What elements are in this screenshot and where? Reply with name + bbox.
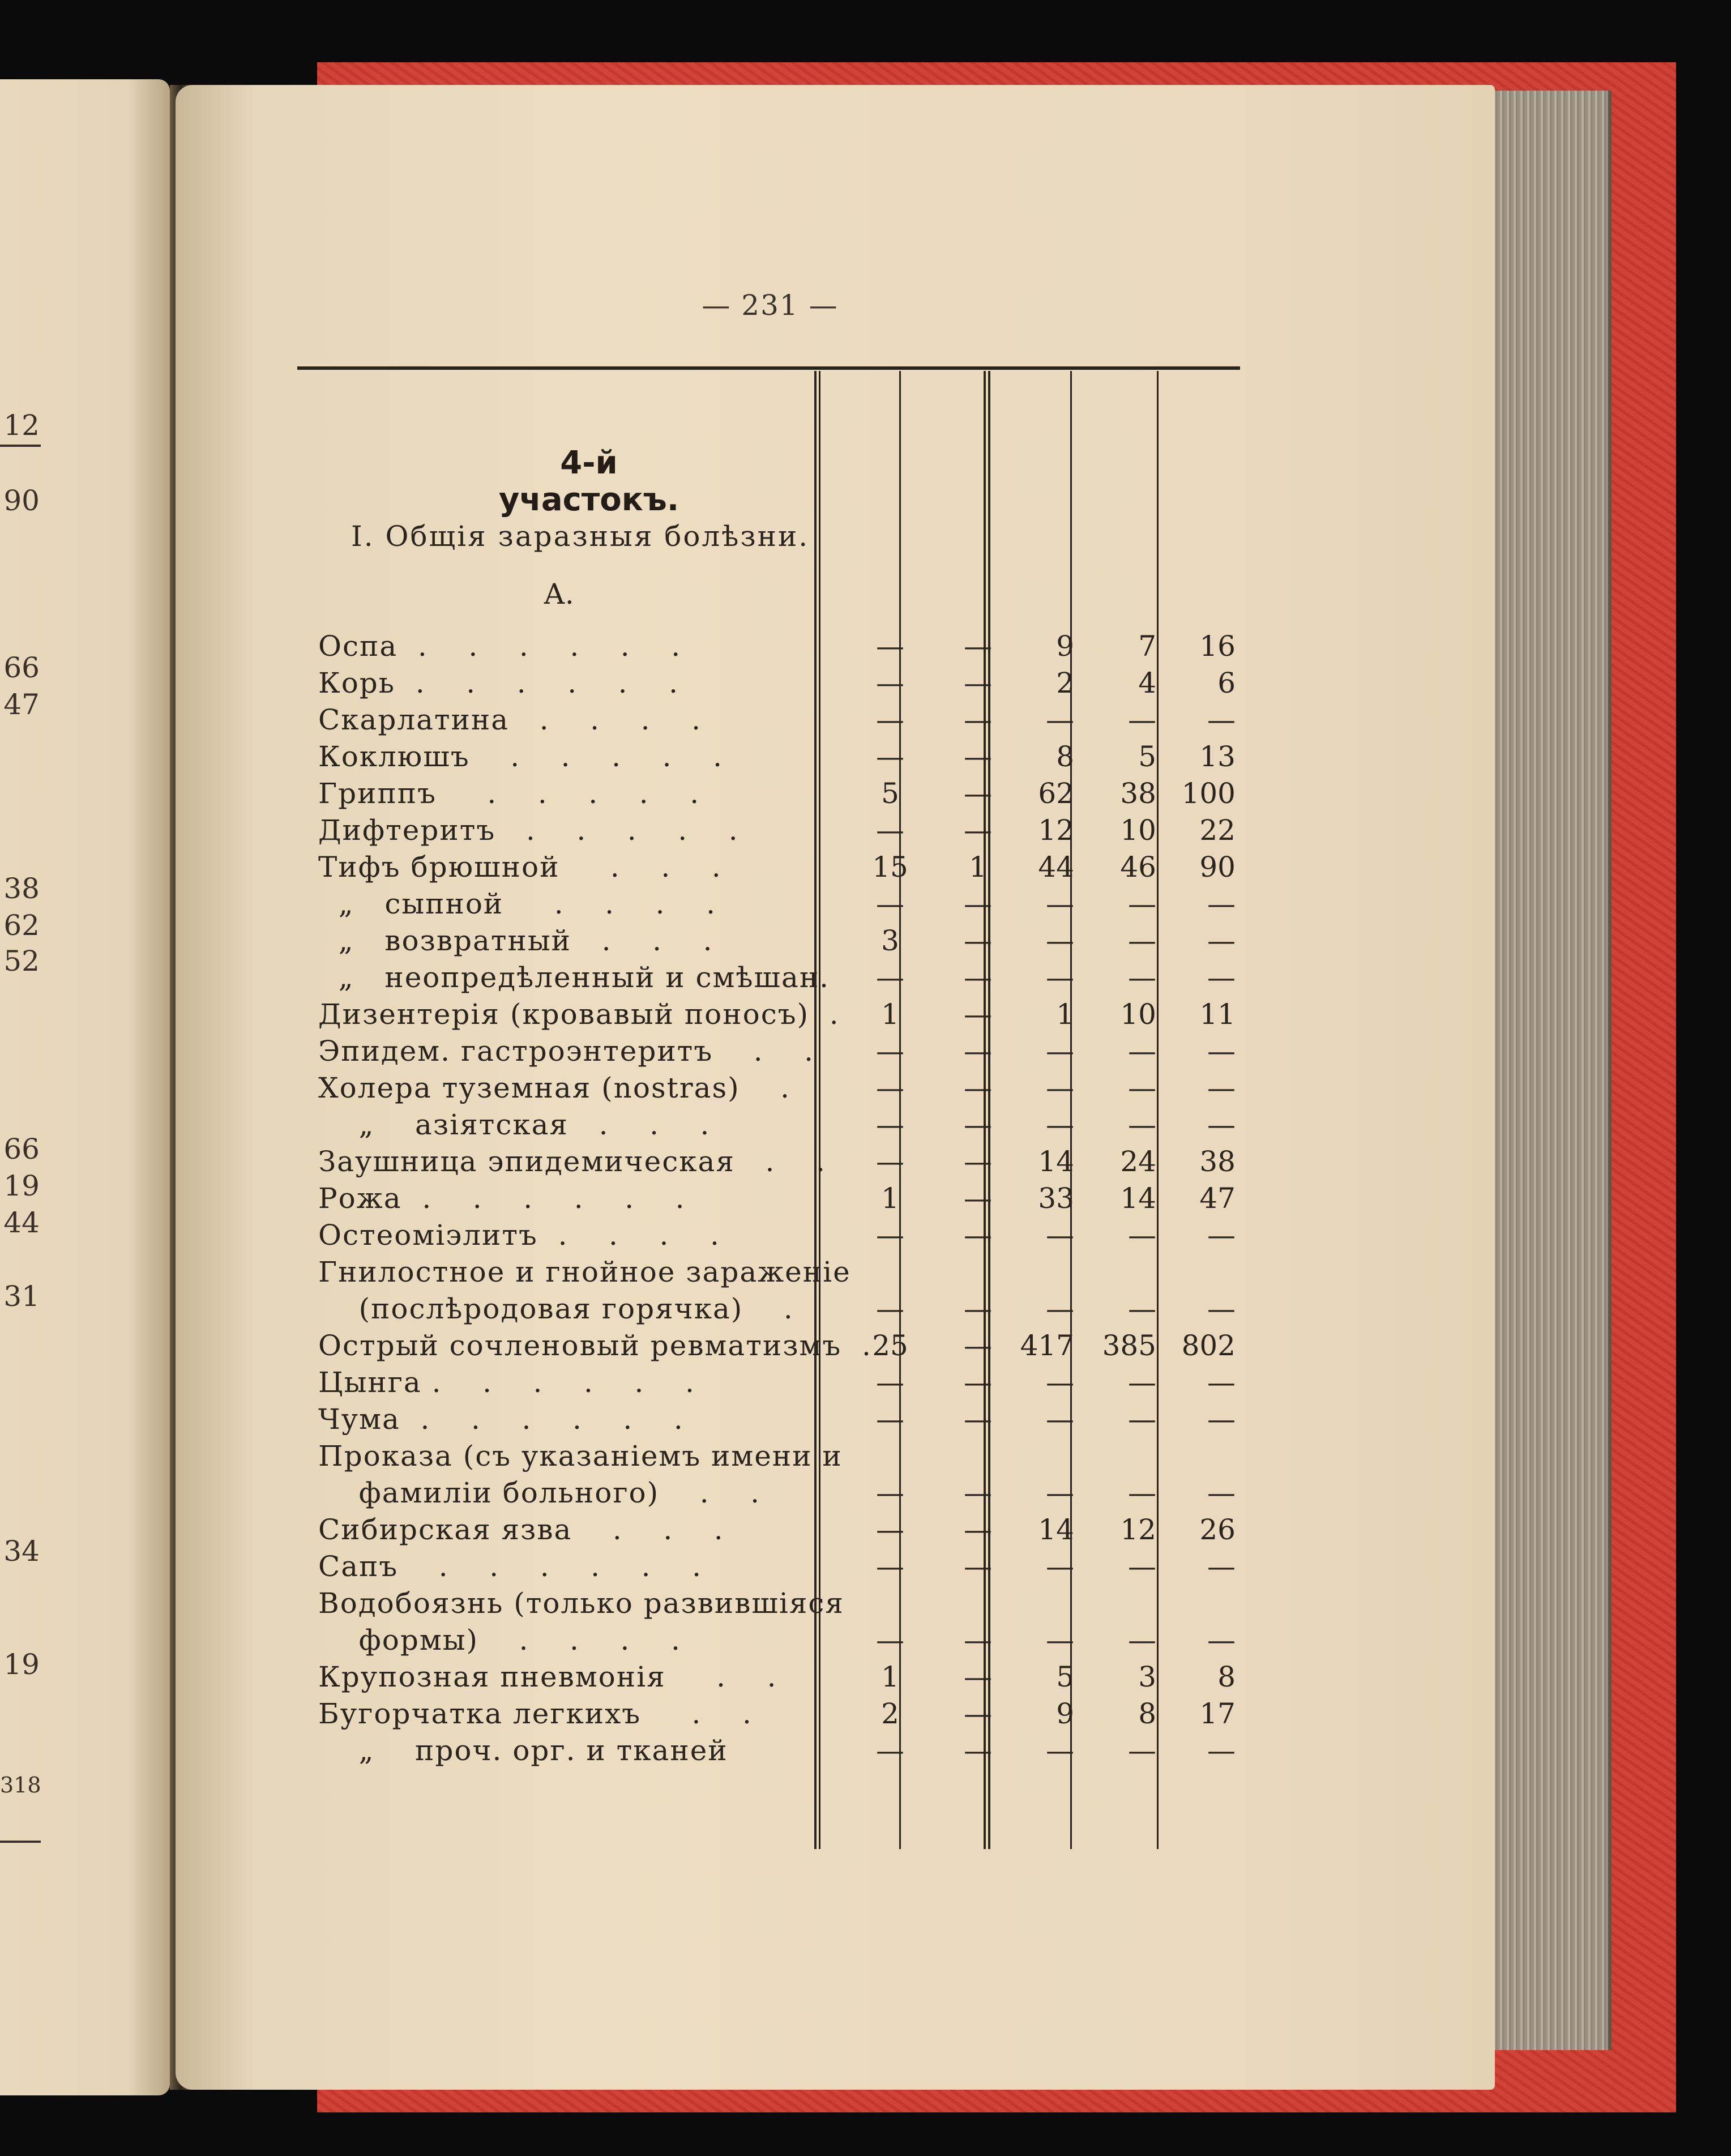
table-cell-c3: — [1046,924,1074,957]
disease-name: Заушница эпидемическая . . [318,1145,826,1178]
table-cell-c1: — [876,1550,904,1583]
disease-name: „ проч. орг. и тканей [318,1734,728,1767]
table-row [318,924,1247,960]
page-edges [1484,91,1612,2050]
table-row [318,1476,1247,1513]
table-row [318,1292,1247,1329]
table-cell-c1: 15 [872,851,908,883]
table-cell-c2: — [964,1550,992,1583]
disease-name: Острый сочленовый ревматизмъ . [318,1329,872,1362]
table-row [318,740,1247,776]
table-cell-c1: 1 [881,998,899,1031]
table-cell-c4: — [1128,703,1156,736]
page-number: — 231 — [702,289,839,322]
table-cell-c1: — [876,667,904,699]
table-cell-c5: — [1207,1108,1236,1141]
table-cell-c4: — [1128,1366,1156,1399]
table-row [318,1624,1247,1660]
table-cell-c5: 22 [1199,814,1236,847]
table-top-rule [297,366,1240,370]
table-cell-c5: 16 [1199,630,1236,663]
left-page-number: 47 [3,688,40,721]
table-row [318,1403,1247,1439]
table-cell-c5: 90 [1199,851,1236,883]
table-cell-c5: 17 [1199,1697,1236,1730]
table-cell-c5: 11 [1199,998,1236,1031]
table-cell-c3: — [1046,961,1074,994]
table-cell-c1: 3 [881,924,899,957]
disease-name: „ сыпной . . . . [318,887,717,920]
table-cell-c1: 1 [881,1660,899,1693]
disease-name: Дифтеритъ . . . . . [318,814,739,847]
table-row [318,703,1247,740]
table-cell-c5: — [1207,1734,1236,1767]
table-cell-c2: — [964,1513,992,1546]
table-cell-c5: — [1207,1476,1236,1509]
table-cell-c2: — [964,1035,992,1068]
table-cell-c2: — [964,630,992,663]
table-row [318,961,1247,997]
table-cell-c1: — [876,1403,904,1436]
table-cell-c4: — [1128,1476,1156,1509]
table-cell-c4: 3 [1138,1660,1156,1693]
disease-name: Тифъ брюшной . . . [318,851,722,883]
table-cell-c1: 1 [881,1182,899,1215]
table-cell-c3: 33 [1038,1182,1074,1215]
disease-name: Холера туземная (nostras) . [318,1071,791,1104]
table-row [318,998,1247,1034]
table-cell-c3: — [1046,887,1074,920]
table-cell-c1: — [876,630,904,663]
table-cell-c4: 12 [1120,1513,1156,1546]
disease-name: Оспа . . . . . . [318,630,682,663]
disease-name: Рожа . . . . . . [318,1182,686,1215]
table-cell-c4: 4 [1138,667,1156,699]
table-cell-c4: — [1128,1035,1156,1068]
table-cell-c1: — [876,1476,904,1509]
table-cell-c4: 8 [1138,1697,1156,1730]
table-cell-c2: — [964,1219,992,1252]
table-row [318,1219,1247,1255]
table-cell-c2: — [964,1660,992,1693]
table-cell-c3: 5 [1056,1660,1074,1693]
table-cell-c5: 100 [1181,777,1236,810]
table-cell-c3: — [1046,1476,1074,1509]
table-row [318,1108,1247,1145]
left-page-number: 90 [3,484,40,517]
table-row [318,1035,1247,1071]
table-cell-c4: — [1128,1219,1156,1252]
disease-name: Корь . . . . . . [318,667,679,699]
table-row [318,667,1247,703]
table-cell-c3: — [1046,1219,1074,1252]
table-cell-c2: — [964,1403,992,1436]
table-cell-c1: — [876,1035,904,1068]
disease-name: „ азiятская . . . [318,1108,711,1141]
disease-name: „ неопредѣленный и смѣшан. [318,961,830,994]
table-cell-c1: — [876,740,904,773]
table-cell-c4: 46 [1120,851,1156,883]
table-row [318,1587,1247,1623]
table-cell-c4: — [1128,1108,1156,1141]
table-cell-c5: 6 [1217,667,1236,699]
table-cell-c4: — [1128,1071,1156,1104]
table-cell-c2: — [964,998,992,1031]
table-cell-c5: — [1207,703,1236,736]
table-row [318,1182,1247,1218]
left-page-number: 12 [3,409,40,442]
table-cell-c4: — [1128,1292,1156,1325]
table-cell-c4: — [1128,924,1156,957]
disease-name: Дизентерiя (кровавый поносъ) . [318,998,840,1031]
disease-name: фамилiи больного) . . [318,1476,761,1509]
table-cell-c1: 2 [881,1697,899,1730]
table-cell-c4: — [1128,1403,1156,1436]
table-cell-c2: — [964,1108,992,1141]
table-cell-c2: — [964,1182,992,1215]
table-row [318,1660,1247,1697]
table-cell-c2: — [964,703,992,736]
disease-name: (послѣродовая горячка) . [318,1292,794,1325]
table-cell-c5: — [1207,1219,1236,1252]
disease-name: Гриппъ . . . . . [318,777,700,810]
table-cell-c2: — [964,1697,992,1730]
table-cell-c1: — [876,1219,904,1252]
table-cell-c4: — [1128,1734,1156,1767]
table-cell-c4: 24 [1120,1145,1156,1178]
left-page-number: 38 [3,872,40,905]
table-cell-c3: — [1046,1035,1074,1068]
disease-name: Коклюшъ . . . . . [318,740,723,773]
table-row [318,1145,1247,1181]
table-cell-c3: — [1046,703,1074,736]
table-cell-c1: — [876,1734,904,1767]
table-cell-c3: — [1046,1734,1074,1767]
table-cell-c5: — [1207,1366,1236,1399]
disease-name: Эпидем. гастроэнтеритъ . . [318,1035,815,1068]
disease-name: Проказа (съ указанiемъ имени и [318,1440,843,1472]
table-row [318,1513,1247,1549]
disease-name: Бугорчатка легкихъ . . [318,1697,753,1730]
table-cell-c2: — [964,1292,992,1325]
section-title: 4-й участокъ. [498,445,679,518]
table-cell-c3: — [1046,1366,1074,1399]
table-cell-c3: 62 [1038,777,1074,810]
table-cell-c2: — [964,777,992,810]
table-cell-c5: — [1207,924,1236,957]
table-cell-c1: — [876,1108,904,1141]
left-page-number: 19 [3,1648,40,1681]
table-cell-c3: — [1046,1071,1074,1104]
table-cell-c3: — [1046,1403,1074,1436]
left-page-number: 318 [0,1773,41,1798]
table-cell-c5: — [1207,1550,1236,1583]
table-cell-c2: — [964,924,992,957]
left-page-number: 19 [3,1169,40,1202]
table-cell-c1: — [876,814,904,847]
table-cell-c3: 44 [1038,851,1074,883]
table-cell-c2: — [964,961,992,994]
table-cell-c1: — [876,1366,904,1399]
left-page-number: 52 [3,945,40,977]
table-cell-c3: 8 [1056,740,1074,773]
disease-name: Водобоязнь (только развившiяся [318,1587,844,1620]
table-cell-c3: — [1046,1624,1074,1657]
table-cell-c5: 38 [1199,1145,1236,1178]
table-cell-c5: 13 [1199,740,1236,773]
disease-name: Сибирская язва . . . [318,1513,724,1546]
table-cell-c3: 14 [1038,1513,1074,1546]
table-cell-c2: — [964,740,992,773]
table-cell-c3: — [1046,1550,1074,1583]
table-cell-c2: — [964,1624,992,1657]
table-cell-c4: — [1128,887,1156,920]
table-row [318,1256,1247,1292]
table-cell-c2: 1 [969,851,987,883]
table-cell-c1: 25 [872,1329,908,1362]
table-cell-c4: 10 [1120,998,1156,1031]
table-cell-c1: — [876,1071,904,1104]
table-cell-c5: 802 [1181,1329,1236,1362]
table-cell-c1: 5 [881,777,899,810]
table-cell-c5: 8 [1217,1660,1236,1693]
table-cell-c2: — [964,887,992,920]
table-row [318,777,1247,813]
table-cell-c1: — [876,1292,904,1325]
left-page-number: 34 [3,1535,40,1568]
table-cell-c1: — [876,1513,904,1546]
table-cell-c5: — [1207,1035,1236,1068]
table-cell-c5: — [1207,1071,1236,1104]
table-row [318,1440,1247,1476]
table-cell-c3: — [1046,1108,1074,1141]
table-cell-c3: 2 [1056,667,1074,699]
disease-name: формы) . . . . [318,1624,681,1657]
table-cell-c4: 7 [1138,630,1156,663]
table-cell-c5: — [1207,1292,1236,1325]
table-cell-c2: — [964,1476,992,1509]
left-page-number: 62 [3,909,40,942]
disease-name: Цынга . . . . . . [318,1366,695,1399]
table-cell-c2: — [964,1734,992,1767]
table-cell-c3: 417 [1020,1329,1074,1362]
table-cell-c2: — [964,1145,992,1178]
table-cell-c1: — [876,887,904,920]
table-cell-c3: — [1046,1292,1074,1325]
table-cell-c4: 38 [1120,777,1156,810]
table-cell-c4: — [1128,1550,1156,1583]
table-cell-c4: — [1128,1624,1156,1657]
disease-name: Сапъ . . . . . . [318,1550,703,1583]
table-cell-c5: — [1207,1403,1236,1436]
table-cell-c1: — [876,703,904,736]
table-cell-c4: 14 [1120,1182,1156,1215]
table-cell-c5: — [1207,1624,1236,1657]
table-cell-c1: — [876,961,904,994]
disease-name: Чума . . . . . . [318,1403,684,1436]
table-row [318,1366,1247,1402]
table-cell-c1: — [876,1624,904,1657]
table-cell-c2: — [964,667,992,699]
table-row [318,630,1247,666]
disease-name: Скарлатина . . . . [318,703,702,736]
left-page-rule [0,445,41,447]
left-page-number: 66 [3,1133,40,1165]
table-cell-c3: 1 [1056,998,1074,1031]
left-page-number: 31 [3,1280,40,1313]
left-page-rule-bottom [0,1841,41,1843]
table-cell-c2: — [964,1071,992,1104]
table-row [318,851,1247,887]
table-cell-c2: — [964,814,992,847]
table-cell-c5: — [1207,887,1236,920]
sub-section-letter: А. [544,578,574,610]
disease-name: Крупозная пневмонiя . . [318,1660,777,1693]
table-cell-c1: — [876,1145,904,1178]
table-cell-c3: 14 [1038,1145,1074,1178]
left-page-number: 44 [3,1206,40,1239]
table-cell-c3: 9 [1056,1697,1074,1730]
table-row [318,1329,1247,1365]
left-page-number: 66 [3,651,40,684]
table-row [318,1697,1247,1734]
table-row [318,1550,1247,1586]
table-cell-c2: — [964,1329,992,1362]
disease-name: Гнилостное и гнойное зараженiе [318,1256,851,1288]
table-cell-c4: 5 [1138,740,1156,773]
table-row [318,814,1247,850]
table-cell-c4: 385 [1102,1329,1156,1362]
disease-name: „ возвратный . . . [318,924,713,957]
table-cell-c2: — [964,1366,992,1399]
table-cell-c5: — [1207,961,1236,994]
table-cell-c4: 10 [1120,814,1156,847]
table-cell-c5: 26 [1199,1513,1236,1546]
table-cell-c3: 12 [1038,814,1074,847]
table-cell-c4: — [1128,961,1156,994]
table-subtitle: I. Общiя заразныя болѣзни. [351,520,810,553]
table-cell-c5: 47 [1199,1182,1236,1215]
disease-name: Остеомiэлитъ . . . . [318,1219,720,1252]
table-row [318,1734,1247,1770]
table-row [318,1071,1247,1108]
table-cell-c3: 9 [1056,630,1074,663]
table-row [318,887,1247,924]
